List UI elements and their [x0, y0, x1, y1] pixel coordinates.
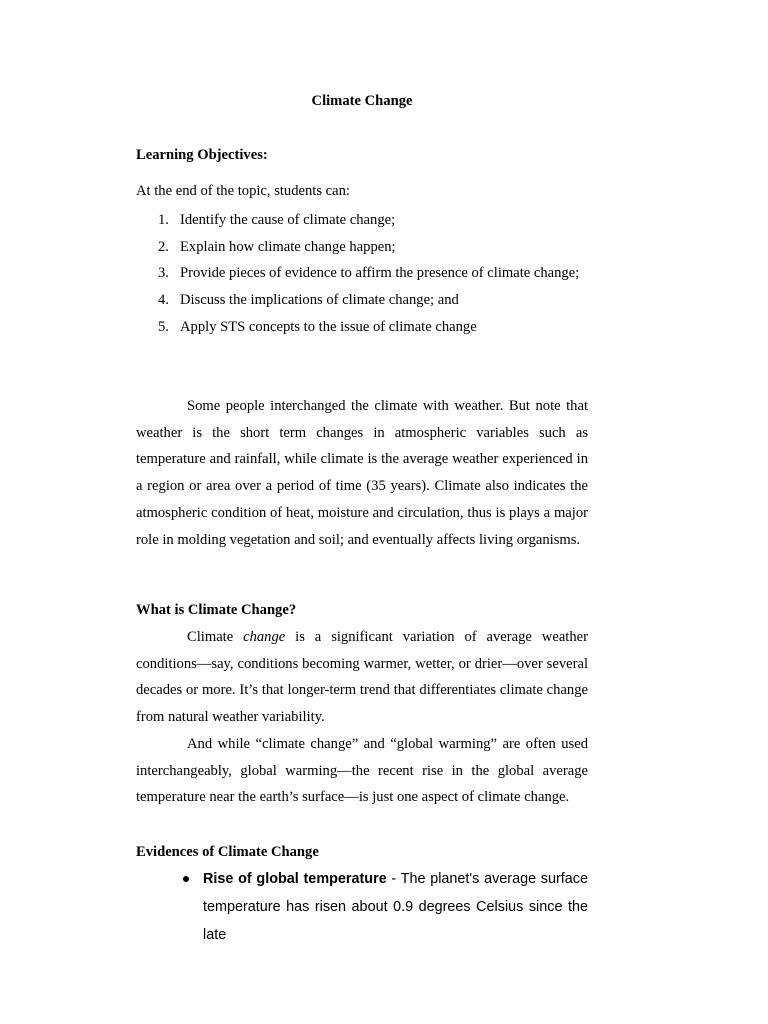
list-item-number: 5.: [158, 318, 169, 335]
list-item-text: Explain how climate change happen;: [180, 238, 396, 255]
evidence-title: Rise of global temperature: [203, 871, 387, 887]
list-item-number: 3.: [158, 265, 169, 282]
evidences-heading: Evidences of Climate Change: [136, 844, 319, 860]
list-item-text: Discuss the implications of climate change; and: [180, 292, 459, 309]
list-item-number: 2.: [158, 238, 169, 255]
document-title: Climate Change: [311, 93, 413, 109]
evidence-text: - The planet's average surface temperature has risen about 0.9 degrees Celsius since the late: [203, 871, 588, 943]
intro-paragraph: Some people interchanged the climate with weather. But note that weather is the short term changes in atmospheric variables such as temperature and rainfall, while climate is the average weather experienced in a region or area over a period of time (35 years). Climate also indicates the atmospheric condition of heat, moisture and circulation, thus is plays a major role in molding vegetation and soil; and eventually affects living organisms.: [136, 398, 588, 548]
list-item-number: 1.: [158, 212, 169, 228]
list-item-number: 4.: [158, 292, 169, 309]
learning-objectives-heading: Learning Objectives:: [136, 147, 268, 163]
definition-start: Climate: [187, 629, 244, 645]
what-is-climate-change-heading: What is Climate Change?: [136, 602, 297, 618]
list-item: [136, 287, 596, 314]
list-item: [136, 207, 596, 234]
global-warming-paragraph: And while “climate change” and “global warming” are often used interchangeably, global warming—the recent rise in the global average temperature near the earth’s surface—is just one aspect of climate change.: [136, 736, 588, 806]
definition-rest: is a significant variation of average weather conditions—say, conditions becoming warmer, wetter, or drier—over several decades or more. It’s that longer-term trend that differentiates climate change from natural weather variability.: [136, 629, 588, 726]
objectives-intro: At the end of the topic, students can:: [136, 183, 350, 199]
objectives-list: [136, 207, 596, 341]
list-item-text: Identify the cause of climate change;: [180, 212, 396, 228]
definition-italic-word: change: [243, 629, 286, 645]
list-item: [136, 314, 596, 341]
evidences-list: [136, 865, 588, 949]
definition-paragraph: [136, 624, 588, 731]
list-item: [136, 260, 596, 287]
list-item-text: Apply STS concepts to the issue of climate change: [180, 318, 477, 335]
bullet-icon: [183, 876, 189, 882]
list-item: [136, 865, 588, 949]
list-item-text: Provide pieces of evidence to affirm the presence of climate change;: [180, 265, 580, 282]
list-item: [136, 234, 596, 261]
